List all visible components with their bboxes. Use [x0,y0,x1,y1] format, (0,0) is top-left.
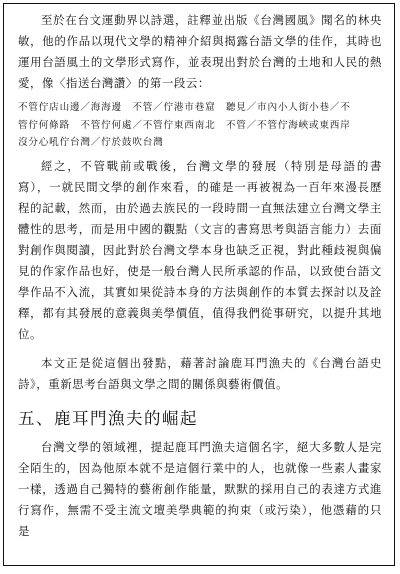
section-heading: 五、鹿耳門漁夫的崛起 [18,408,198,428]
body-paragraph: 經之，不管戰前或戰後，台灣文學的發展（特別是母語的書寫），一就民間文學的創作來看，的確是一再被視為一百年來漫長歷程的記載，然而，由於過去族民的一段時間一直無法建立台灣文學主體性的思考，而是用中國的觀點（文言的書寫思考與語言能力）去面對創作與閱讀，因此對於台灣文學本身也缺乏正視，對此種歧視與偏見的作家作品也好，使是一般台灣人民所承認的作品，以致使台語文學作品不入流，其實如果從詩本身的方法與創作的本質去探討以及詮釋，都有其發展的意義與美學價值，值得我們從事研究，以提升其地位。 [18,158,382,341]
poem-line: 不管佇店山邊／海海邊 不管／佇港市巷窟 聽見／市內小人街小巷／不 [18,102,351,113]
poem-line: 沒分心吼佇台灣／佇於鼓吹台灣 [18,137,164,148]
purpose-paragraph: 本文正是從這個出發點，藉著討論鹿耳門漁夫的《台灣台語史詩》，重新思考台語與文學之間的關係與藝術價值。 [18,355,382,391]
document-page [3,3,395,566]
quoted-poem [18,99,382,152]
poem-line: 管佇何條路 不管佇何處／不管佇東西南北 不管／不管佇海峽或東西岸 [18,119,351,131]
intro-paragraph: 至於在台文運動界以詩選，註釋並出版《台灣國風》聞名的林央敏，他的作品以現代文學的精神介紹與揭露台語文學的佳作，其時也運用台語風土的文學形式寫作，並表現出對於台灣的土地和人民的熱愛，像〈指送台灣讚〉的第一段云： [18,13,382,90]
section-paragraph: 台灣文學的領域裡，提起鹿耳門漁夫這個名字，絕大多數人是完全陌生的，因為他原本就不是這個行業中的人，也就像一些素人畫家一樣，透過自己獨特的藝術創作能量，默默的採用自己的表達方式進行寫作，無需不受主流文壇美學典範的拘束（或污染），他憑藉的只是 [18,439,382,538]
paragraph-gap [18,345,382,353]
